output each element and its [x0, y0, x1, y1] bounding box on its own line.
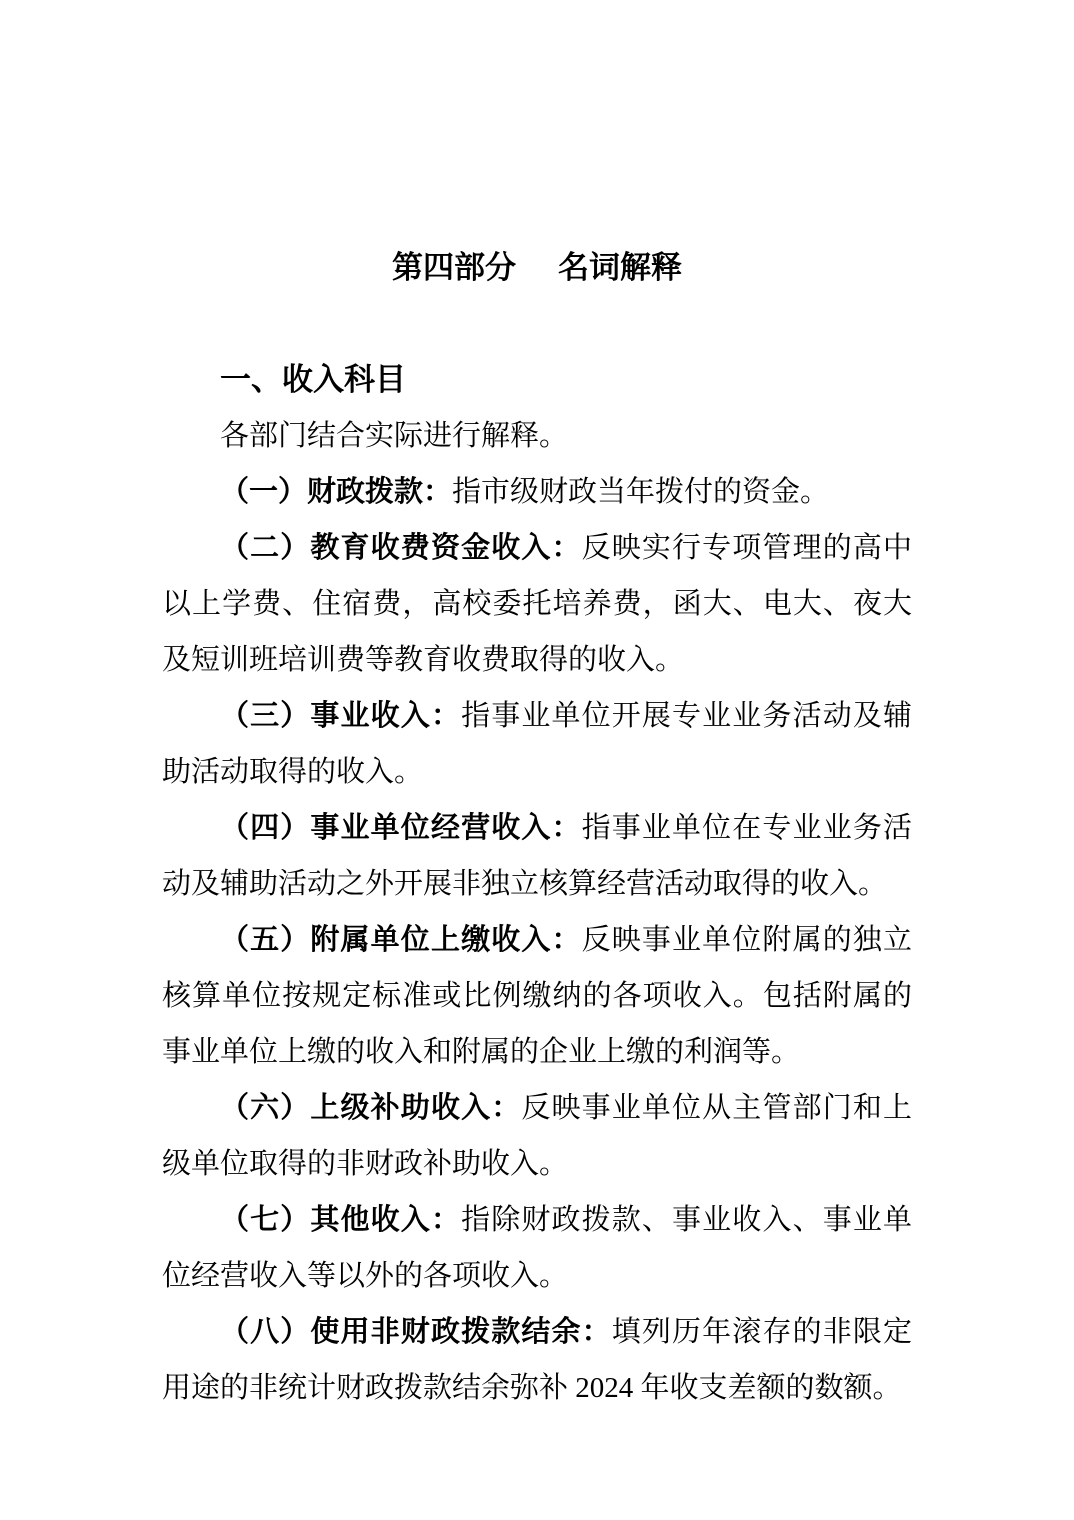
definition-label: （二）教育收费资金收入： [220, 532, 582, 564]
definition-item [162, 912, 912, 1080]
page-title-part1: 第四部分 [392, 250, 516, 285]
definition-text: 反映实行专项管理的高中以上学费、住宿费，高校委托培养费，函大、电大、夜大及短训班培训费等教育收费取得的收入。 [162, 532, 912, 676]
definition-label: （一）财政拨款： [220, 476, 453, 508]
definition-text: 指市级财政当年拨付的资金。 [452, 476, 830, 508]
definition-text: 指事业单位在专业业务活动及辅助活动之外开展非独立核算经营活动取得的收入。 [162, 812, 912, 900]
definition-label: （六）上级补助收入： [220, 1092, 522, 1124]
definition-item [162, 688, 912, 800]
definition-text: 反映事业单位附属的独立核算单位按规定标准或比例缴纳的各项收入。包括附属的事业单位上缴的收入和附属的企业上缴的利润等。 [162, 924, 912, 1068]
page-content [162, 240, 912, 1416]
definition-label: （七）其他收入： [220, 1204, 462, 1236]
definition-item [162, 520, 912, 688]
page-title-part2: 名词解释 [558, 250, 682, 285]
definition-label: （五）附属单位上缴收入： [220, 924, 582, 956]
definition-text: 反映事业单位从主管部门和上级单位取得的非财政补助收入。 [162, 1092, 912, 1180]
definition-item [162, 1080, 912, 1192]
definition-list [162, 464, 912, 1416]
definition-text: 指事业单位开展专业业务活动及辅助活动取得的收入。 [162, 700, 912, 788]
definition-label: （四）事业单位经营收入： [220, 812, 582, 844]
definition-label: （三）事业收入： [220, 700, 462, 732]
section-heading-income-subjects: 一、收入科目 [220, 362, 406, 397]
definition-label: （八）使用非财政拨款结余： [220, 1316, 612, 1348]
definition-item [162, 1304, 912, 1416]
definition-item [162, 800, 912, 912]
page-title [162, 240, 912, 296]
definition-item [162, 1192, 912, 1304]
definition-text: 指除财政拨款、事业收入、事业单位经营收入等以外的各项收入。 [162, 1204, 912, 1292]
blank-line [162, 296, 912, 352]
intro-paragraph: 各部门结合实际进行解释。 [220, 420, 569, 452]
definition-item [162, 464, 912, 520]
definition-text: 填列历年滚存的非限定用途的非统计财政拨款结余弥补 2024 年收支差额的数额。 [162, 1316, 912, 1404]
